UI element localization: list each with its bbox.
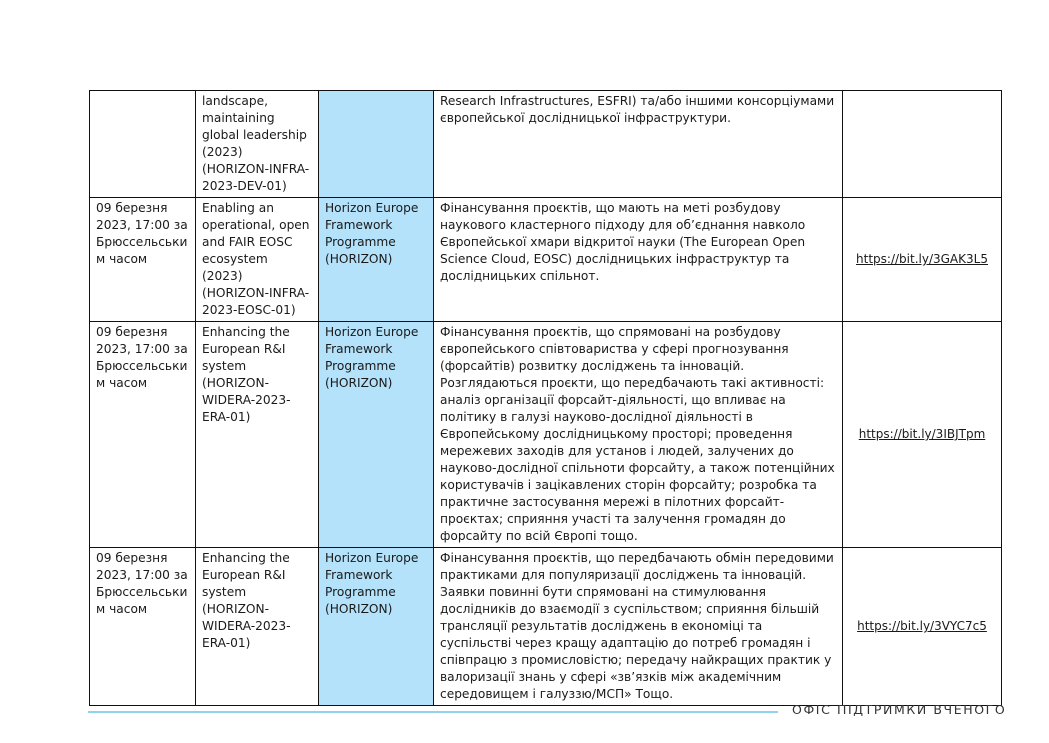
description-cell: Фінансування проєктів, що передбачають обмін передовими практиками для популяризації досліджень та інновацій. Заявки повинні бути спрямовані на стимулювання дослідників до взаємодії з суспільством; сприяння більшій трансляції результатів досліджень в економіці та суспільстві через кращу адаптацію до потреб громадян і співпрацю з промисловістю; передачу найкращих практик у валоризації знань у сфері «зв’язків між академічним середовищем і галуззю/МСП» Тощо. xyxy=(434,548,843,706)
table-row xyxy=(90,198,1002,322)
topic-cell: Enhancing the European R&I system (HORIZON-WIDERA-2023-ERA-01) xyxy=(196,322,319,548)
programme-cell: Horizon Europe Framework Programme (HORIZON) xyxy=(319,198,434,322)
table-row xyxy=(90,91,1002,198)
programme-cell: Horizon Europe Framework Programme (HORIZON) xyxy=(319,548,434,706)
call-link[interactable]: https://bit.ly/3VYC7c5 xyxy=(857,619,987,633)
topic-cell: landscape, maintaining global leadership (2023) (HORIZON-INFRA-2023-DEV-01) xyxy=(196,91,319,198)
deadline-cell xyxy=(90,91,196,198)
programme-cell: Horizon Europe Framework Programme (HORIZON) xyxy=(319,322,434,548)
description-cell: Research Infrastructures, ESFRI) та/або іншими консорціумами європейської дослідницької інфраструктури. xyxy=(434,91,843,198)
topic-cell: Enhancing the European R&I system (HORIZON-WIDERA-2023-ERA-01) xyxy=(196,548,319,706)
table-row xyxy=(90,322,1002,548)
deadline-cell: 09 березня 2023, 17:00 за Брюссельським часом xyxy=(90,322,196,548)
footer-office-name: ОФІС ПІДТРИМКИ ВЧЕНОГО xyxy=(792,702,1007,717)
table-row xyxy=(90,548,1002,706)
topic-cell: Enabling an operational, open and FAIR EOSC ecosystem (2023) (HORIZON-INFRA-2023-EOSC-01) xyxy=(196,198,319,322)
grants-table xyxy=(89,90,1002,706)
link-cell xyxy=(843,91,1002,198)
call-link[interactable]: https://bit.ly/3GAK3L5 xyxy=(856,252,988,266)
programme-cell xyxy=(319,91,434,198)
description-cell: Фінансування проєктів, що спрямовані на розбудову європейського співтовариства у сфері прогнозування (форсайтів) розвитку досліджень та інновацій. Розглядаються проєкти, що передбачають такі активності: аналіз організації форсайт-діяльності, що впливає на політику в галузі науково-дослідної діяльності в Європейському дослідницькому просторі; проведення мережевих заходів для установ і людей, залучених до науково-дослідної спільноти форсайту, а також потенційних користувачів і зацікавлених сторін форсайту; розробка та практичне застосування мережі в пілотних форсайт-проєктах; сприяння участі та залучення громадян до форсайту по всій Європі тощо. xyxy=(434,322,843,548)
deadline-cell: 09 березня 2023, 17:00 за Брюссельським часом xyxy=(90,548,196,706)
footer-divider xyxy=(88,711,778,713)
link-cell xyxy=(843,198,1002,322)
call-link[interactable]: https://bit.ly/3IBJTpm xyxy=(858,427,986,441)
link-cell xyxy=(843,322,1002,548)
description-cell: Фінансування проєктів, що мають на меті розбудову наукового кластерного підходу для об’єднання навколо Європейської хмари відкритої науки (The European Open Science Cloud, EOSC) дослідницьких інфраструктур та дослідницьких спільнот. xyxy=(434,198,843,322)
deadline-cell: 09 березня 2023, 17:00 за Брюссельським часом xyxy=(90,198,196,322)
link-cell xyxy=(843,548,1002,706)
